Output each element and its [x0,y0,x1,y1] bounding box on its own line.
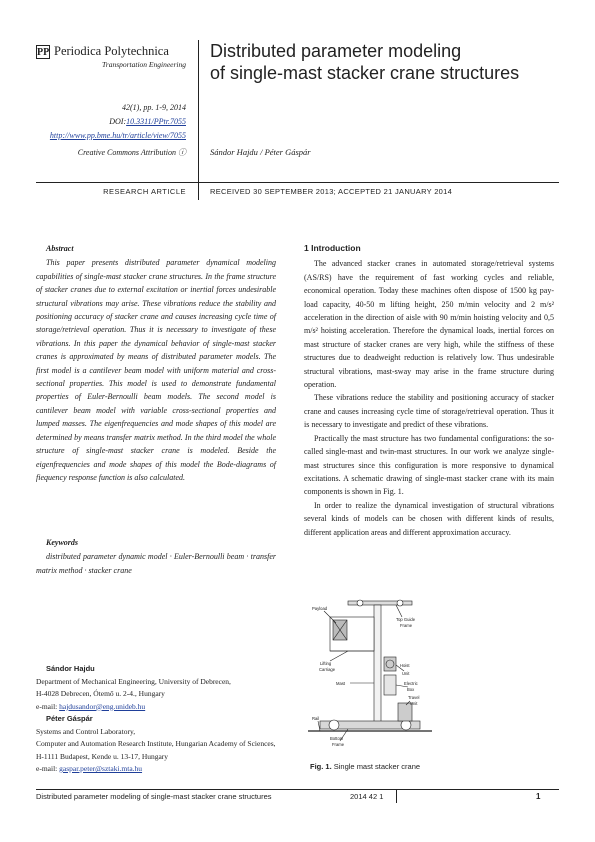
contact-1-name: Sándor Hajdu [46,664,95,673]
introduction-section [304,242,554,539]
mast-shape [374,605,381,723]
author-2: Péter Gáspár [264,147,311,157]
contact-1-email-link[interactable]: hajdusandor@eng.unideb.hu [59,701,146,711]
contact-1-email-label: e-mail: [36,701,60,711]
footer-title: Distributed parameter modeling of single-mast stacker crane structures [36,792,272,801]
paper-title-line1: Distributed parameter modeling [210,41,462,61]
header-divider [198,40,199,200]
article-url [36,131,186,140]
figure-label-bottom: Bottom [330,736,344,741]
figure-caption-text: Single mast stacker crane [331,762,421,771]
intro-heading: 1 Introduction [304,243,361,253]
issue-info: 42(1), pp. 1-9, 2014 [122,103,186,112]
figure-label-travel-unit: Unit [410,701,418,706]
figure-label-rail: Rail [312,716,320,721]
intro-paragraph-4: In order to realize the dynamical investigation of structural vibrations several kinds of models can be chosen with different kinds of results, different application areas and different approximation accuracy. [304,500,554,537]
figure-label-bottom-frame: Frame [332,742,345,747]
footer-issue: 2014 42 1 [350,792,384,801]
contact-2-email [36,763,286,776]
intro-paragraph-2: These vibrations reduce the stability and positioning accuracy of stacker crane and causes increasing cycle time of storage/retrieval operation. Thus it is necessary to investigate and predict of these vibrations. [304,393,554,430]
abstract-section [36,242,276,484]
journal-logo [36,44,169,59]
journal-section: Transportation Engineering [102,60,186,69]
contact-1 [36,663,286,713]
footer-rule [36,789,559,790]
keywords-section [36,536,276,577]
author-1: Sándor Hajdu [210,147,258,157]
keywords-text: distributed parameter dynamic model · Euler-Bernoulli beam · transfer matrix method · stacker crane [36,552,276,575]
contact-1-line2: H-4028 Debrecen, Ótemő u. 2-4., Hungary [36,689,165,698]
figure-label-electric: Electric [404,681,418,686]
header-rule [36,182,559,183]
license-text: Creative Commons Attribution ⓘ [77,148,186,157]
paper-title-line2: of single-mast stacker crane structures [210,63,520,83]
journal-logo-icon: PP [37,46,50,58]
doi-link[interactable]: 10.3311/PPtr.7055 [126,117,186,126]
figure-label-travel: Travel [408,695,420,700]
intro-paragraph-1: The advanced stacker cranes in automated storage/retrieval systems (AS/RS) have the requirement of fast working cycles and reliable, economical operation. Today these machines often dispose of 1500 kg pay-load capacity, 40-50 m lifting height, 250 m/min velocity and 2 m/s² acceleration in the direction of aisle with 90 m/min hoisting velocity and 0,5 m/s² hoisting acceleration. Therefore the dynamical loads, inertial forces on mast structure of stacker cranes are very high, while the stiffness of these structures due to deadweight reduction is relatively low. Thus undesirable structural vibrations, mast-sway may arise in the frame structure during operation. [304,259,554,390]
figure-label-top-guide: Top Guide [396,617,416,622]
contact-2-email-link[interactable]: gaspar.peter@sztaki.mta.hu [59,764,143,773]
article-type: RESEARCH ARTICLE [103,187,186,196]
page-number: 1 [536,792,541,801]
paper-title [210,40,519,84]
stacker-crane-figure [300,595,440,755]
intro-paragraph-3: Practically the mast structure has two fundamental configurations: the so-called single-mast and twin-mast structures. In our work we analyze single-mast structures since this configuration is more responsive to dynamical excitations. A schematic drawing of single-mast stacker crane with its main components is shown in Fig. 1. [304,433,554,497]
contact-2-line1: Systems and Control Laboratory, [36,726,136,736]
contact-1-line1: Department of Mechanical Engineering, University of Debrecen, [36,676,231,686]
article-url-link[interactable]: http://www.pp.bme.hu/tr/article/view/7055 [49,131,186,140]
doi-line [36,117,186,126]
journal-name: Periodica Polytechnica [54,44,169,58]
electric-box-shape [384,675,396,695]
contact-2-line2: Computer and Automation Research Institute, Hungarian Academy of Sciences, [36,739,276,748]
author-separator: / [257,147,265,157]
figure-label-hoist-unit: Unit [402,671,410,676]
figure-label-mast: Mast [336,681,346,686]
doi-label: DOI: [109,117,127,126]
article-dates: RECEIVED 30 SEPTEMBER 2013; ACCEPTED 21 JANUARY 2014 [210,187,453,196]
figure-label-frame: Frame [400,623,413,628]
figure-label-hoist: Hoist [400,663,410,668]
authors [210,147,311,157]
contact-2-name: Péter Gáspár [46,714,93,723]
abstract-heading: Abstract [46,244,74,253]
figure-label-lifting: Lifting [320,661,332,666]
abstract-text: This paper presents distributed parameter dynamical modeling capabilities of single-mast stacker crane structures. In the frame structure of stacker cranes due to external excitation or inertial forces undesirable structural vibrations may arise. These vibrations reduce the stability and positioning accuracy of stacker crane and causes increasing cycle time of storage/retrieval operation. Thus it is necessary to investigate of these vibrations. In this paper the dynamical behavior of single-mast stacker cranes is approximated by means of distributed parameter models. The first model is a cantilever beam model with uniform material and cross-sectional properties. This model is used to demonstrate fundamental properties of Euler-Bernoulli beam models. The second model is cantilever beam model with variable cross-sectional properties and lumped masses. The eigenfrequencies and mode shapes of this model are determined by means transfer matrix method. In the third model the whole structure of single-mast stacker crane is modeled. Beside the eigenfrequencies and mode shapes of this model the Bode-diagrams of fiequency response function is also calculated. [36,258,276,482]
footer-divider [396,789,397,803]
figure-label-payload: Payload [312,606,328,611]
figure-label-box: Box [407,687,415,692]
figure-label-carriage: Carriage [319,667,336,672]
keywords-heading: Keywords [46,538,78,547]
contact-2 [36,713,286,776]
contact-2-email-label: e-mail: [36,764,60,773]
figure-caption [310,762,420,771]
contact-2-line3: H-1111 Budapest, Kende u. 13-17, Hungary [36,751,169,761]
figure-caption-label: Fig. 1. [310,762,332,771]
contact-1-email [36,701,286,714]
